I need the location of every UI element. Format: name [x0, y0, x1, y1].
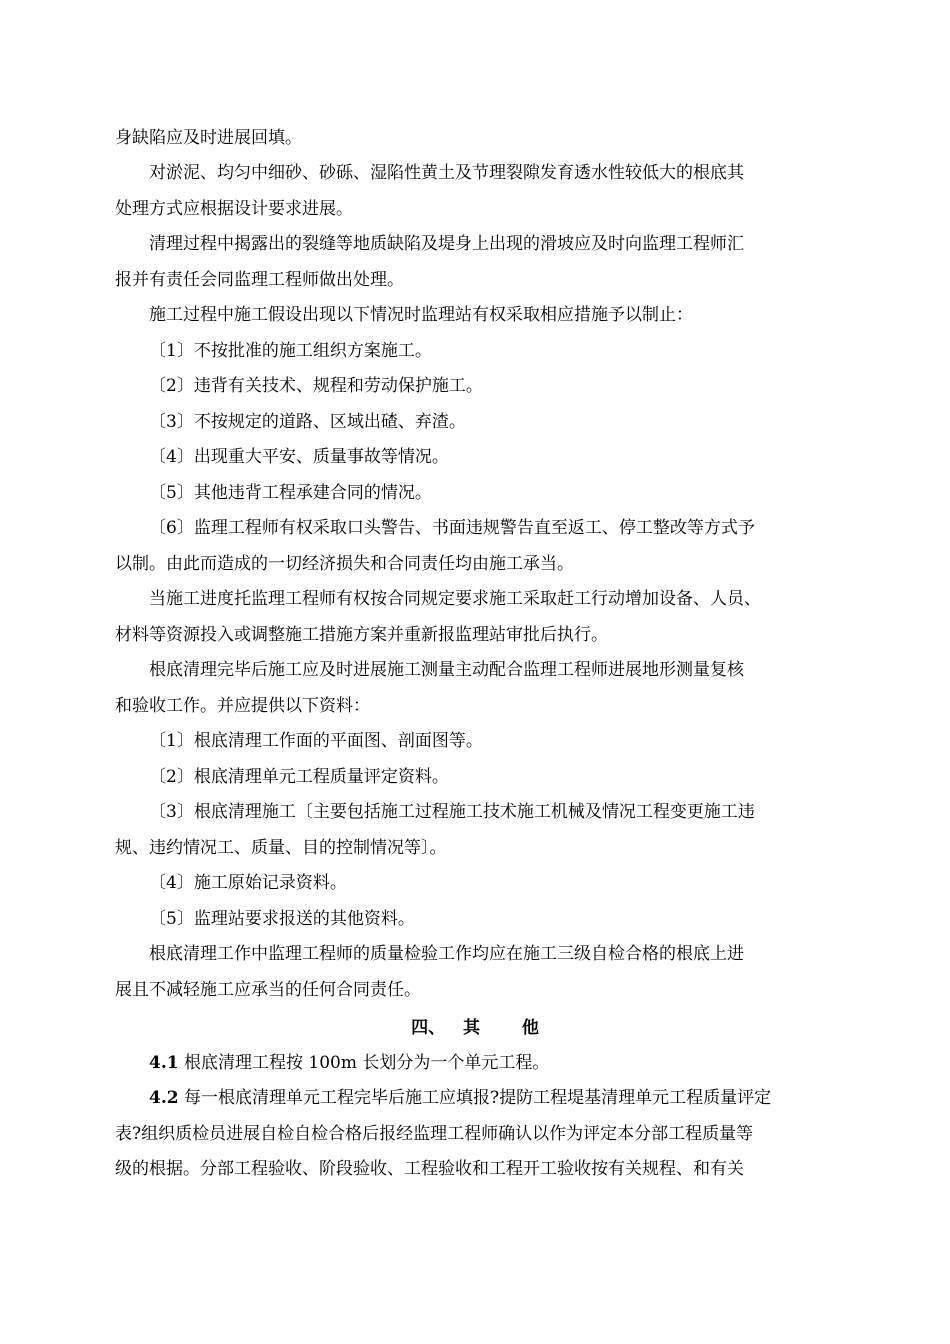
text-line: 施工过程中施工假设出现以下情况时监理站有权采取相应措施予以制止：: [149, 305, 693, 325]
clause-text: 每一根底清理单元工程完毕后施工应填报?提防工程堤基清理单元工程质量评定: [183, 1088, 772, 1108]
list-item: 〔3〕根底清理施工〔主要包括施工过程施工技术施工机械及情况工程变更施工违: [149, 802, 755, 822]
text-line: 展且不减轻施工应承当的任何合同责任。: [115, 980, 421, 1000]
section-heading: [0, 1010, 950, 1046]
text-line: 对淤泥、均匀中细砂、砂砾、湿陷性黄土及节理裂隙发育透水性较低大的根底其: [149, 163, 744, 183]
heading-number: 四、: [411, 1018, 446, 1038]
text-line: 和验收工作。并应提供以下资料：: [115, 696, 370, 716]
clause-number: 4.1: [149, 1053, 179, 1073]
text-line: 级的根据。分部工程验收、阶段验收、工程验收和工程开工验收按有关规程、和有关: [115, 1159, 744, 1179]
text-line: 材料等资源投入或调整施工措施方案并重新报监理站审批后执行。: [115, 625, 608, 645]
list-item: 〔1〕根底清理工作面的平面图、剖面图等。: [149, 731, 483, 751]
list-item: 〔3〕不按规定的道路、区域出碴、弃渣。: [149, 412, 466, 432]
text-line: 根底清理工作中监理工程师的质量检验工作均应在施工三级自检合格的根底上进: [149, 944, 744, 964]
list-item: 〔1〕不按批准的施工组织方案施工。: [149, 341, 432, 361]
heading-char: 其: [463, 1018, 480, 1038]
list-item: 〔2〕根底清理单元工程质量评定资料。: [149, 767, 449, 787]
text-line: 表?组织质检员进展自检自检合格后报经监理工程师确认以作为评定本分部工程质量等: [115, 1124, 754, 1144]
heading-char: 他: [521, 1018, 539, 1038]
list-item: 〔5〕其他违背工程承建合同的情况。: [149, 483, 432, 503]
clause-4-2: [115, 1080, 874, 1116]
text-line: 清理过程中揭露出的裂缝等地质缺陷及堤身上出现的滑坡应及时向监理工程师汇: [149, 234, 744, 254]
list-item: 〔4〕出现重大平安、质量事故等情况。: [149, 447, 449, 467]
list-item: 〔4〕施工原始记录资料。: [149, 873, 347, 893]
list-item: 〔5〕监理站要求报送的其他资料。: [149, 909, 415, 929]
text-line: 以制。由此而造成的一切经济损失和合同责任均由施工承当。: [115, 554, 574, 574]
text-line: 身缺陷应及时进展回填。: [115, 128, 302, 148]
text-line: 当施工进度托监理工程师有权按合同规定要求施工采取赶工行动增加设备、人员、: [149, 589, 761, 609]
text-line: 根底清理完毕后施工应及时进展施工测量主动配合监理工程师进展地形测量复核: [149, 660, 744, 680]
text-line: 处理方式应根据设计要求进展。: [115, 199, 353, 219]
text-line: 报并有责任会同监理工程师做出处理。: [115, 270, 404, 290]
list-item: 〔2〕违背有关技术、规程和劳动保护施工。: [149, 376, 483, 396]
clause-number: 4.2: [149, 1088, 179, 1108]
clause-text: 根底清理工程按 100m 长划分为一个单元工程。: [183, 1053, 550, 1073]
clause-4-1: [115, 1045, 874, 1081]
list-item: 〔6〕监理工程师有权采取口头警告、书面违规警告直至返工、停工整改等方式予: [149, 518, 755, 538]
text-line: 规、违约情况工、质量、目的控制情况等〕。: [115, 838, 447, 858]
